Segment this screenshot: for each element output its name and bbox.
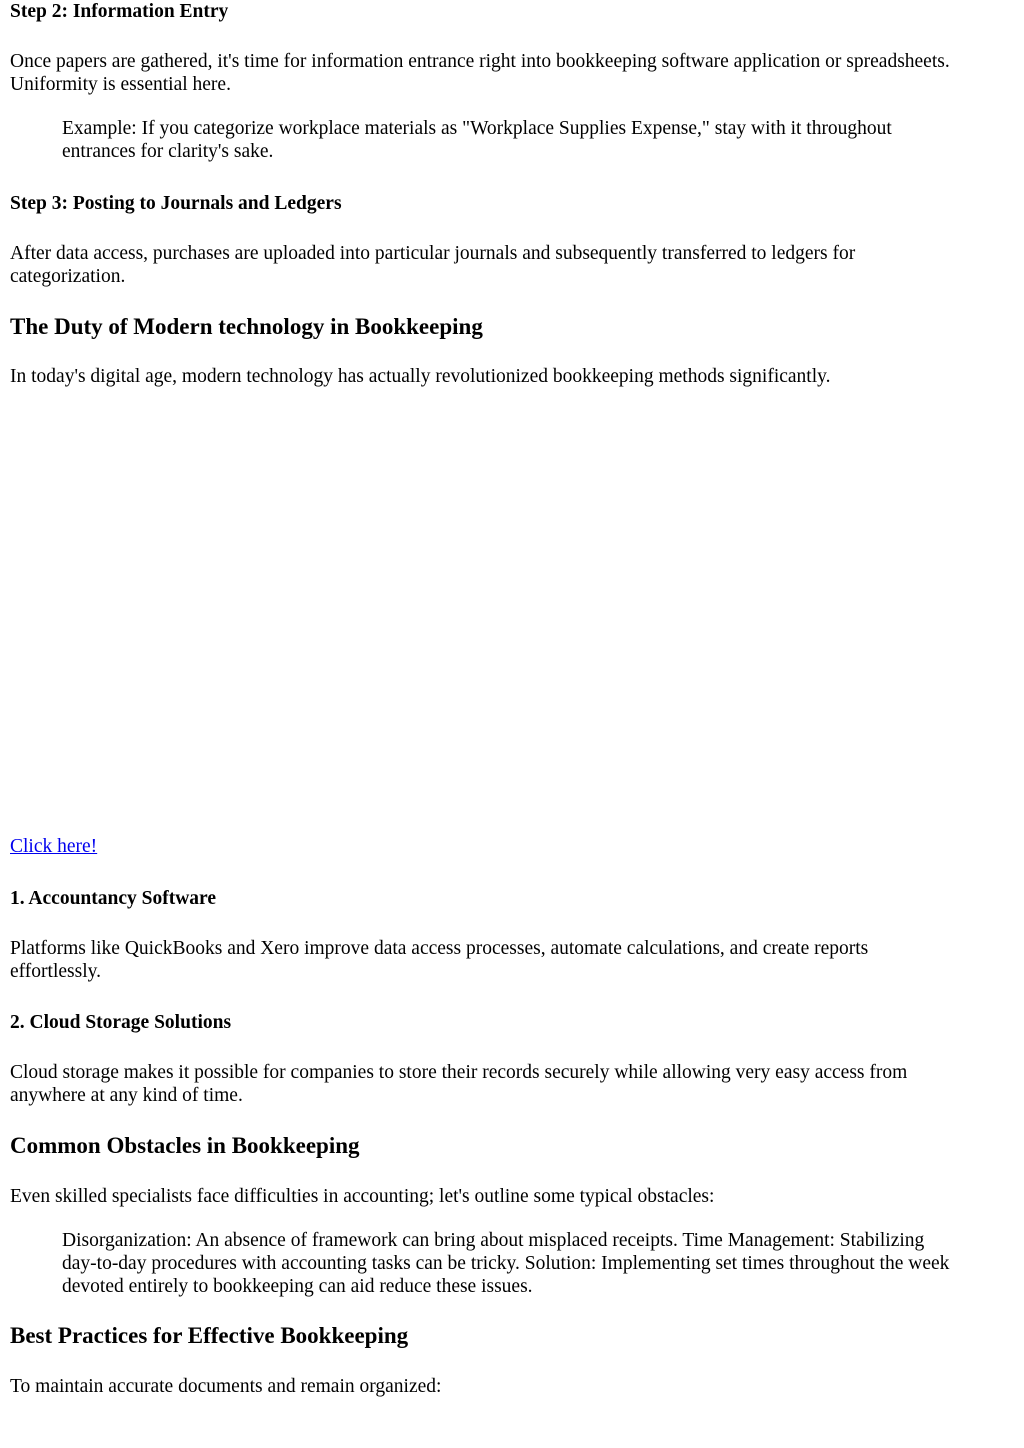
obstacles-heading: Common Obstacles in Bookkeeping xyxy=(10,1133,360,1158)
step2-example-line2: entrances for clarity's sake. xyxy=(62,141,274,162)
obstacles-paragraph: Even skilled specialists face difficulties in accounting; let's outline some typical obstacles: xyxy=(10,1186,715,1207)
step2-paragraph-line1: Once papers are gathered, it's time for information entrance right into bookkeeping software application or spreadsheets. xyxy=(10,51,950,72)
step3-heading: Step 3: Posting to Journals and Ledgers xyxy=(10,193,342,214)
click-here-link[interactable]: Click here! xyxy=(10,836,98,857)
software-heading: 1. Accountancy Software xyxy=(10,888,216,909)
embedded-content-area xyxy=(10,395,1014,825)
step2-heading: Step 2: Information Entry xyxy=(10,1,229,22)
cloud-heading: 2. Cloud Storage Solutions xyxy=(10,1012,232,1033)
practices-heading: Best Practices for Effective Bookkeeping xyxy=(10,1323,409,1348)
technology-paragraph: In today's digital age, modern technology has actually revolutionized bookkeeping methods significantly. xyxy=(10,366,831,387)
practices-paragraph: To maintain accurate documents and remain organized: xyxy=(10,1376,442,1397)
step2-paragraph-line2: Uniformity is essential here. xyxy=(10,74,231,95)
cloud-paragraph-line1: Cloud storage makes it possible for companies to store their records securely while allowing very easy access from xyxy=(10,1062,908,1083)
obstacles-quote-line2: day-to-day procedures with accounting tasks can be tricky. Solution: Implementing set times throughout the week xyxy=(62,1253,950,1274)
step3-paragraph-line2: categorization. xyxy=(10,266,126,287)
cloud-paragraph-line2: anywhere at any kind of time. xyxy=(10,1085,243,1106)
software-paragraph-line2: effortlessly. xyxy=(10,961,101,982)
step3-paragraph-line1: After data access, purchases are uploaded into particular journals and subsequently transferred to ledgers for xyxy=(10,243,856,264)
obstacles-quote-line1: Disorganization: An absence of framework can bring about misplaced receipts. Time Management: Stabilizing xyxy=(62,1230,925,1251)
obstacles-quote-line3: devoted entirely to bookkeeping can aid reduce these issues. xyxy=(62,1276,533,1297)
software-paragraph-line1: Platforms like QuickBooks and Xero improve data access processes, automate calculations, and create reports xyxy=(10,938,869,959)
technology-heading: The Duty of Modern technology in Bookkeeping xyxy=(10,314,483,339)
step2-example-line1: Example: If you categorize workplace materials as "Workplace Supplies Expense," stay with it throughout xyxy=(62,118,892,139)
